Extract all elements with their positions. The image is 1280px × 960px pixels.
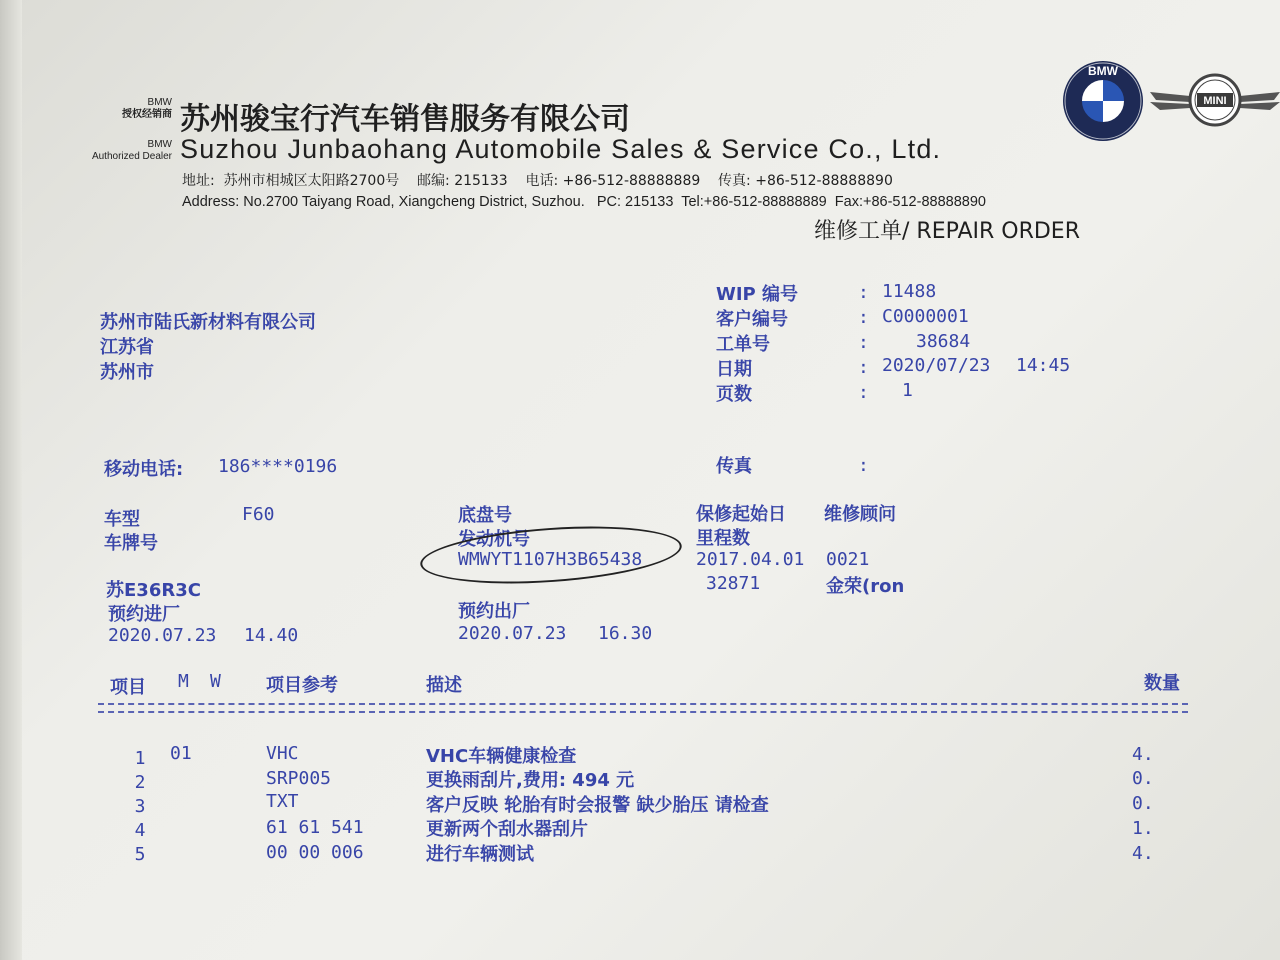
dealer-badge-cn — [100, 97, 172, 121]
row-number: 5 — [134, 844, 146, 865]
appt-in-label: 预约进厂 — [108, 604, 180, 625]
row-quantity: 0. — [1132, 793, 1154, 814]
order-no-value: 38684 — [916, 331, 971, 352]
row-quantity: 4. — [1132, 744, 1154, 765]
advisor-label: 维修顾问 — [824, 504, 896, 525]
bmw-logo — [1062, 60, 1144, 142]
bmw-small-label: BMW — [147, 97, 172, 108]
appt-in-time: 14.40 — [244, 625, 299, 646]
wip-value: 11488 — [882, 281, 937, 302]
appt-out-date: 2020.07.23 — [458, 623, 567, 644]
customer-city: 苏州市 — [100, 362, 154, 383]
address-cn: 地址: 苏州市相城区太阳路2700号 邮编: 215133 电话: +86-512-88888889 传真: +86-512-88888890 — [182, 173, 893, 189]
plate-value: 苏E36R3C — [106, 580, 201, 601]
appt-out-label: 预约出厂 — [458, 601, 530, 622]
customer-name: 苏州市陆氏新材料有限公司 — [100, 312, 316, 333]
engine-label: 发动机号 — [458, 529, 530, 550]
row-reference: VHC — [266, 743, 299, 764]
row-description: 客户反映 轮胎有时会报警 缺少胎压 请检查 — [426, 795, 769, 816]
col-header-m: M — [178, 671, 189, 692]
col-header-desc: 描述 — [426, 675, 462, 696]
date-value: 2020/07/23 — [882, 355, 991, 376]
pages-value: 1 — [902, 380, 913, 401]
bmw-logo-text: BMW — [1088, 64, 1118, 78]
header-divider-top — [98, 703, 1188, 705]
model-label: 车型 — [104, 509, 140, 530]
customer-province: 江苏省 — [100, 337, 154, 358]
row-reference: TXT — [266, 791, 299, 812]
time-value: 14:45 — [1016, 355, 1071, 376]
date-label: 日期 — [716, 359, 752, 380]
dealer-badge-en — [60, 139, 172, 163]
row-number: 3 — [134, 796, 146, 817]
row-reference: 61 61 541 — [266, 817, 364, 838]
order-no-label: 工单号 — [716, 334, 770, 355]
advisor-code: 0021 — [826, 549, 870, 570]
row-reference: SRP005 — [266, 768, 332, 789]
colon: : — [858, 282, 869, 303]
col-header-item: 项目 — [110, 677, 146, 698]
document-title: 维修工单/ REPAIR ORDER — [814, 219, 1080, 244]
col-header-ref: 项目参考 — [266, 675, 338, 696]
colon: : — [858, 307, 869, 328]
wip-label: WIP 编号 — [716, 284, 799, 305]
col-header-qty: 数量 — [1144, 673, 1180, 694]
address-en: Address: No.2700 Taiyang Road, Xiangcheng District, Suzhou. PC: 215133 Tel:+86-512-88888889 Fax:+86-512-88888890 — [182, 194, 986, 210]
row-quantity: 1. — [1132, 818, 1154, 839]
row-description: 更新两个刮水器刮片 — [426, 819, 588, 840]
appt-out-time: 16.30 — [598, 623, 653, 644]
warranty-value: 2017.04.01 — [696, 549, 805, 570]
row-description: 进行车辆测试 — [426, 844, 534, 865]
row-reference: 00 00 006 — [266, 842, 364, 863]
customer-no-label: 客户编号 — [716, 309, 788, 330]
mini-logo — [1150, 72, 1280, 128]
bmw-small-label: BMW — [147, 139, 172, 150]
colon: : — [858, 455, 869, 476]
plate-label: 车牌号 — [104, 533, 158, 554]
row-number: 4 — [134, 820, 146, 841]
paper-edge — [0, 0, 22, 960]
authorized-cn-label: 授权经销商 — [122, 109, 172, 120]
row-quantity: 0. — [1132, 768, 1154, 789]
warranty-label: 保修起始日 — [696, 504, 786, 525]
customer-no-value: C0000001 — [882, 306, 969, 327]
colon: : — [858, 357, 869, 378]
row-mw: 01 — [170, 743, 192, 764]
model-value: F60 — [242, 504, 275, 525]
advisor-name: 金荣(ron — [826, 576, 905, 597]
mileage-label: 里程数 — [696, 528, 750, 549]
company-name-en: Suzhou Junbaohang Automobile Sales & Service Co., Ltd. — [180, 134, 942, 164]
colon: : — [858, 332, 869, 353]
mini-logo-text: MINI — [1203, 95, 1227, 107]
fax-label: 传真 — [716, 456, 752, 477]
row-number: 1 — [134, 748, 146, 769]
chassis-label: 底盘号 — [458, 505, 512, 526]
mobile-value: 186****0196 — [218, 456, 338, 477]
row-description: 更换雨刮片,费用: 494 元 — [426, 770, 635, 791]
col-header-w: W — [210, 671, 221, 692]
row-quantity: 4. — [1132, 843, 1154, 864]
header-divider-bottom — [98, 711, 1188, 713]
company-name-cn: 苏州骏宝行汽车销售服务有限公司 — [180, 102, 630, 137]
vin-value: WMWYT1107H3B65438 — [458, 549, 643, 570]
appt-in-date: 2020.07.23 — [108, 625, 217, 646]
mileage-value: 32871 — [706, 573, 761, 594]
mobile-label: 移动电话: — [104, 459, 184, 480]
pages-label: 页数 — [716, 384, 752, 405]
authorized-en-label: Authorized Dealer — [91, 151, 172, 162]
row-description: VHC车辆健康检查 — [426, 746, 577, 767]
row-number: 2 — [134, 772, 146, 793]
colon: : — [858, 382, 869, 403]
